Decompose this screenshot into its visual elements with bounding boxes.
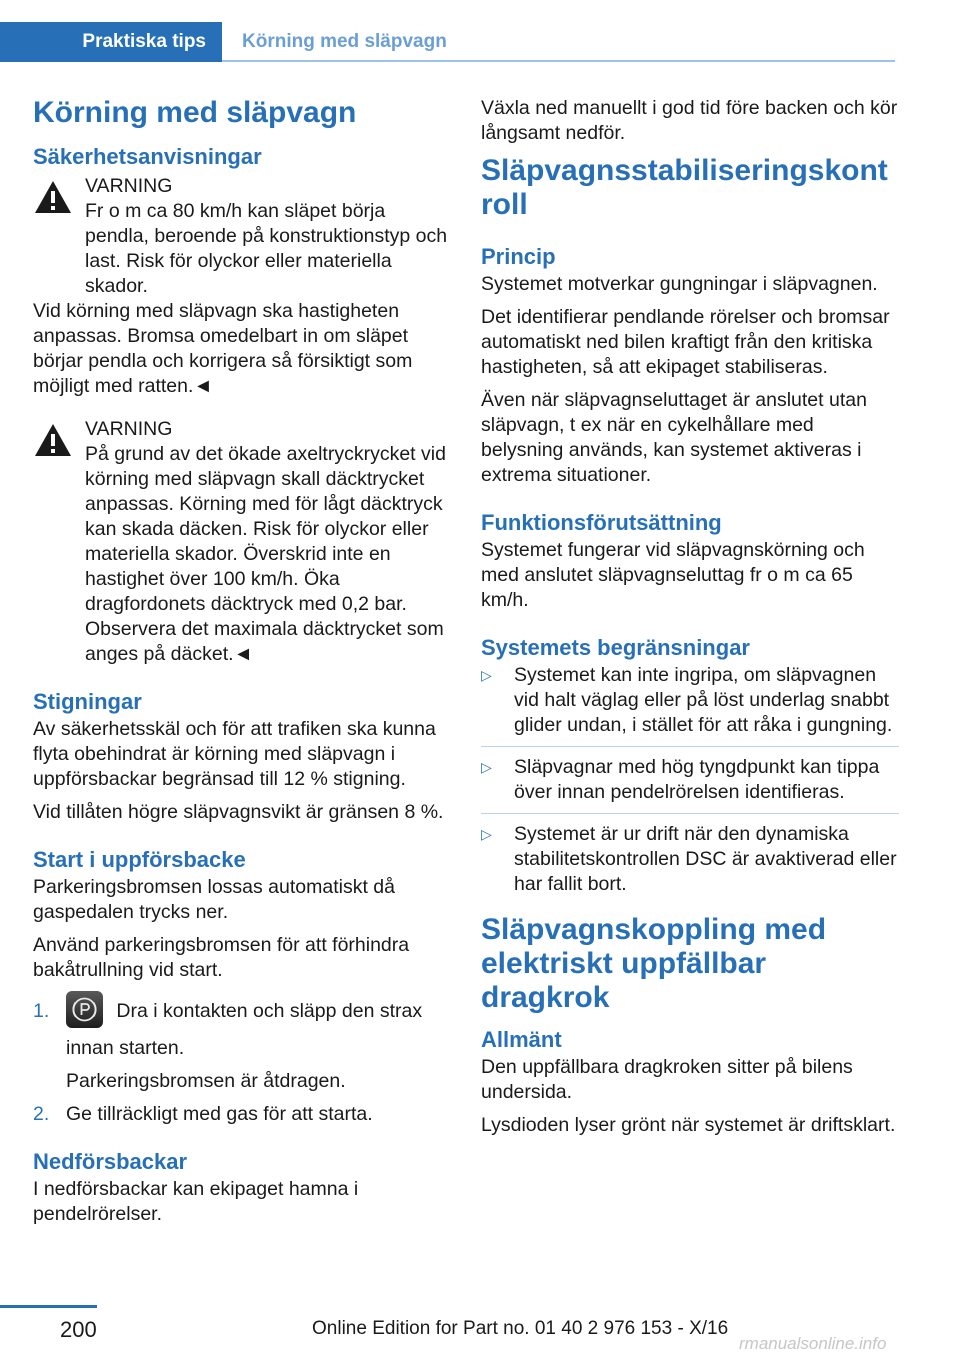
start-heading: Start i uppförsbacke [33,847,246,872]
list-item: ▷ Systemet kan inte ingripa, om släpvagnen vid halt väglag eller på löst underlag snabbt glider undan, i stället för att råka i gungning. [481,663,899,747]
princip-paragraph-2: Det identifierar pendlande rörelser och bromsar automatiskt ned bilen kraftigt från den kritiska hastigheten, så att ekipaget stabiliseras. [481,306,890,378]
parking-brake-switch-icon [66,991,103,1028]
funktion-paragraph: Systemet fungerar vid släpvagnskörning och med anslutet släpvagnseluttag fr o m ca 65 km/h. [481,539,865,611]
warning-triangle-icon [33,178,73,216]
watermark: rmanualsonline.info [739,1334,887,1353]
page-title: Körning med släpvagn [33,96,357,129]
warning-label: VARNING [85,418,173,440]
edition-text: Online Edition for Part no. 01 40 2 976 153 - X/16 [312,1318,729,1339]
coupling-title: Släpvagnskoppling med elektriskt uppfällbar dragkrok [481,913,827,1014]
warning-head [33,417,451,667]
princip-paragraph-1: Systemet motverkar gungningar i släpvagnen. [481,273,878,295]
funktion-heading: Funktionsförutsättning [481,510,722,535]
step-subtext: Parkeringsbromsen är åtdragen. [66,1070,346,1092]
list-item: ▷ Släpvagnar med hög tyngdpunkt kan tippa över innan pendelrörelsen identifieras. [481,755,899,814]
footer-rule [0,1305,97,1308]
triangle-bullet-icon: ▷ [481,667,492,683]
allmant-heading: Allmänt [481,1027,562,1052]
triangle-bullet-icon: ▷ [481,826,492,842]
nedfors-paragraph: I nedförsbackar kan ekipaget hamna i pendelrörelser. [33,1178,359,1225]
warning-label: VARNING [85,175,173,197]
start-paragraph-1: Parkeringsbromsen lossas automatiskt då gaspedalen trycks ner. [33,876,395,923]
step-number: 1. [33,1000,50,1022]
page-header [0,22,895,62]
section-tab-praktiska-tips[interactable]: Praktiska tips [0,22,222,62]
warning-body-text: Vid körning med släpvagn ska hastigheten anpassas. Bromsa omedelbart in om släpet börjar pendla och korrigera så försiktigt som möjligt med ratten.◄ [33,300,413,397]
stigningar-paragraph-2: Vid tillåten högre släpvagnsvikt är gränsen 8 %. [33,801,444,823]
header-rule [222,60,895,62]
stabilization-title: Släpvagnsstabiliseringskontroll [481,154,888,221]
stigningar-paragraph-1: Av säkerhetsskäl och för att trafiken ska kunna flyta obehindrat är körning med släpvagn i uppförsbackar begränsad till 12 % stigning. [33,718,436,790]
safety-heading: Säkerhetsanvisningar [33,144,262,169]
warning-lead-text: Fr o m ca 80 km/h kan släpet börja pendla, beroende på konstruktionstyp och last. Risk för olyckor eller materiella skador. [85,200,448,297]
warning-body-text: På grund av det ökade axeltryckrycket vid körning med släpvagn skall däcktrycket anpassas. Körning med för lågt däcktryck kan skada däcken. Risk för olyckor eller materiella skador. Överskrid inte en hastighet över 100 km/h. Öka dragfordonets däcktryck med 0,2 bar. Observera det maximala däcktrycket som anges på däcket.◄ [85,443,446,665]
limitations-list [481,663,899,905]
step-item [33,1102,451,1127]
step-item [33,999,451,1094]
step-text: Dra i kontakten och släpp den strax innan starten. [66,1000,423,1059]
section-tab-korning-med-slapvagn[interactable]: Körning med släpvagn [242,31,447,52]
nedfors-heading: Nedförsbackar [33,1149,188,1174]
intro-paragraph: Växla ned manuellt i god tid före backen och kör långsamt nedför. [481,97,898,144]
step-number: 2. [33,1103,50,1125]
start-paragraph-2: Använd parkeringsbromsen för att förhindra bakåtrullning vid start. [33,934,410,981]
begransningar-heading: Systemets begränsningar [481,635,750,660]
stigningar-heading: Stigningar [33,689,142,714]
allmant-paragraph-1: Den uppfällbara dragkroken sitter på bilens undersida. [481,1056,853,1103]
list-item: ▷ Systemet är ur drift när den dynamiska stabilitetskontrollen DSC är avaktiverad eller har fallit bort. [481,823,897,895]
princip-paragraph-3: Även när släpvagnseluttaget är anslutet utan släpvagn, t ex när en cykelhållare med belysning används, kan systemet aktiveras i extrema situationer. [481,389,867,486]
right-column [481,96,899,1146]
warning-block-2 [33,417,451,667]
allmant-paragraph-2: Lysdioden lyser grönt när systemet är driftsklart. [481,1114,896,1136]
step-text: Ge tillräckligt med gas för att starta. [66,1103,373,1125]
start-steps [33,999,451,1127]
warning-triangle-icon [33,421,73,459]
warning-head [33,174,451,299]
left-column [33,96,451,1235]
princip-heading: Princip [481,244,556,269]
triangle-bullet-icon: ▷ [481,759,492,775]
page-number: 200 [60,1317,97,1342]
warning-block-1 [33,174,451,399]
